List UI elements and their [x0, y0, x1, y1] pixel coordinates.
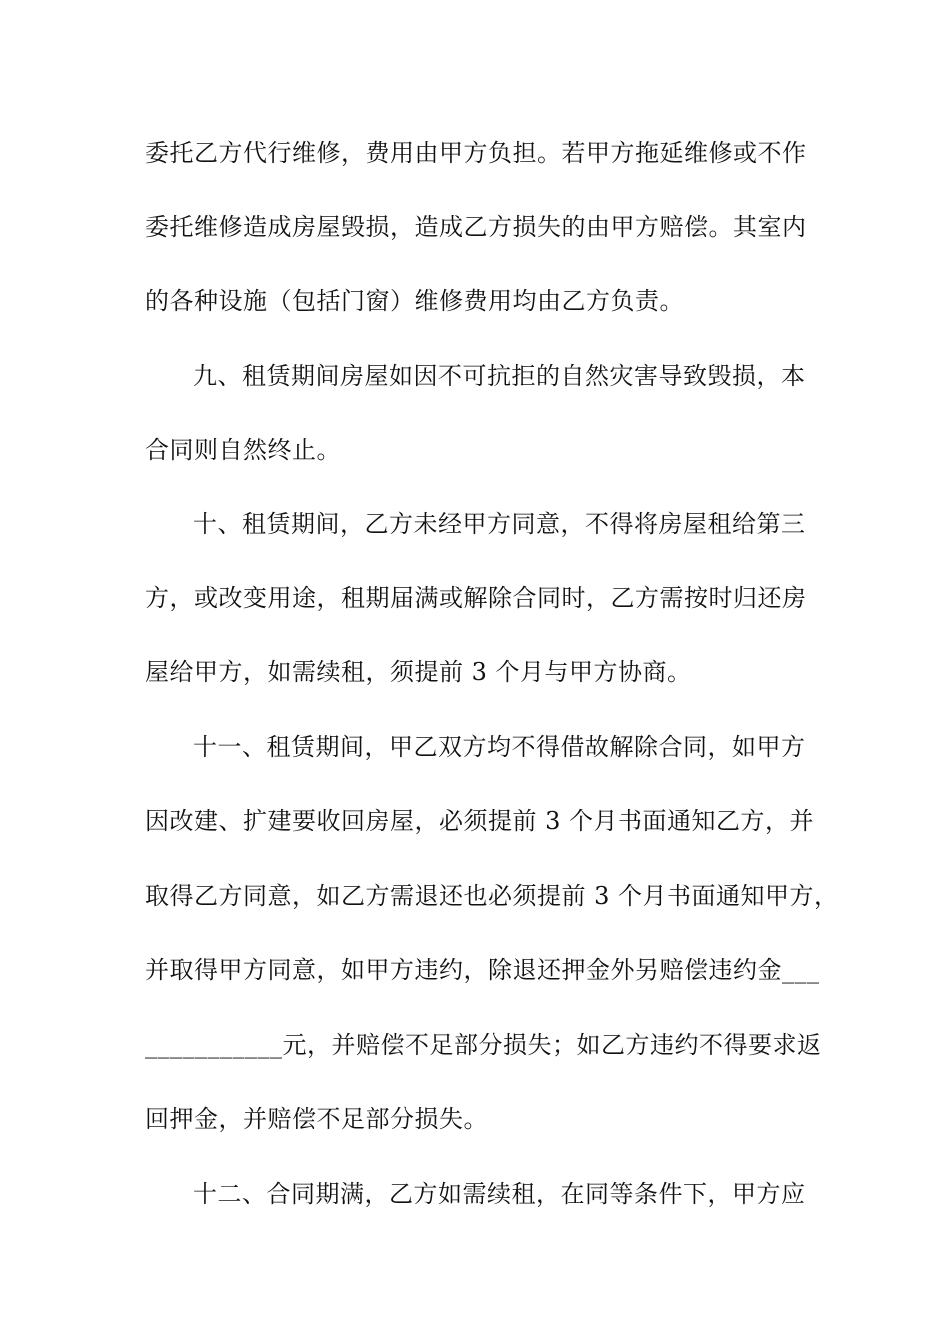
paragraph-11-line: 十一、租赁期间，甲乙双方均不得借故解除合同，如甲方 — [193, 733, 806, 761]
text-line: 并取得甲方同意，如甲方违约，除退还押金外另赔偿违约金___ — [145, 956, 820, 984]
text-line: 取得乙方同意，如乙方需退还也必须提前 3 个月书面通知甲方， — [145, 882, 839, 910]
text-line: 委托维修造成房屋毁损，造成乙方损失的由甲方赔偿。其室内 — [145, 213, 807, 241]
paragraph-10-line: 十、租赁期间，乙方未经甲方同意，不得将房屋租给第三 — [193, 510, 806, 538]
text-line: 的各种设施（包括门窗）维修费用均由乙方负责。 — [145, 287, 684, 315]
text-line: 回押金，并赔偿不足部分损失。 — [145, 1105, 488, 1133]
text-line: 方，或改变用途，租期届满或解除合同时，乙方需按时归还房 — [145, 584, 807, 612]
paragraph-12-line: 十二、合同期满，乙方如需续租，在同等条件下，甲方应 — [193, 1180, 806, 1208]
text-line: ___________元，并赔偿不足部分损失；如乙方违约不得要求返 — [145, 1031, 822, 1059]
text-line: 合同则自然终止。 — [145, 436, 341, 464]
text-line: 委托乙方代行维修，费用由甲方负担。若甲方拖延维修或不作 — [145, 139, 807, 167]
text-line: 屋给甲方，如需续租，须提前 3 个月与甲方协商。 — [145, 658, 692, 686]
paragraph-9-line: 九、租赁期间房屋如因不可抗拒的自然灾害导致毁损，本 — [193, 362, 806, 390]
text-line: 因改建、扩建要收回房屋，必须提前 3 个月书面通知乙方，并 — [145, 807, 815, 835]
